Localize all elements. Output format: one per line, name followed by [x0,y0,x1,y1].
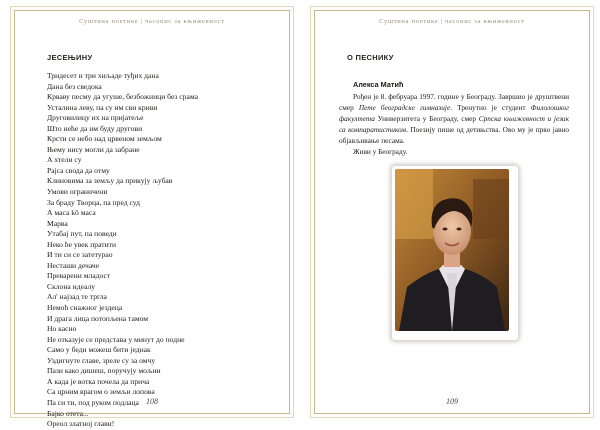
poem-line: Клиновима за земљу да прикују љубав [47,176,173,186]
poem-line: Уздигнуте главе, зреле су за омчу [47,355,156,365]
poem-line: Са црним врагом о земљи лопова [47,387,155,397]
author-bio [339,79,569,157]
poem-line: Друговилицу их на пријатеље [47,113,144,123]
poem-line: Дана без сведока [47,81,102,91]
poem-line: Умови ограничени [47,187,108,197]
poem-line: Утабај пут, па поведи [47,229,117,239]
poem-line: А када је вотка почела да прича [47,376,150,386]
author-name: Алекса Матић [353,80,404,89]
author-photo [392,166,518,340]
right-page [314,10,590,414]
poem-line: И драга лица потопљена тамом [47,313,149,323]
poem-line: Неко ће увек пратити [47,239,117,249]
poem-line: Усталина леву, па су им сви криви [47,102,158,112]
bio-paragraph: Рођен је 8. фебруара 1997. године у Београду. Завршио је друштвени смер Пете београдске гимназије. Тренутно је студент Филолошког факултета Универзитета у Београду, смер Српска књижевност и језик са компаратистиком. Поезију пише од детињства. Ово му је прво јавно објављивање песама. [339,92,569,145]
poem-line: Но касно [47,324,77,334]
poem-line: За браду Творца, па пред суд [47,197,140,207]
poem-line: Само у беди можеш бити једнак [47,345,151,355]
poem-body [47,71,279,430]
poem-line: Пази како дишеш, поручују мољни [47,366,161,376]
poem-line: Тридесет и три хиљаде туђих дана [47,71,159,80]
page-number: 109 [446,397,458,406]
poem-line: Ореол златној глави! [47,419,115,429]
poem-line: Њему нису могли да забране [47,144,140,154]
poem-line: Крсти се небо над црвеном земљом [47,134,162,144]
poem-line: Немоћ снажног јездеца [47,303,123,313]
poem-line: Рајса свода да отму [47,165,110,175]
poem-line: И ти си се затетурао [47,250,113,260]
poem-line: Склона идеалу [47,281,96,291]
poem-line: Несташи дечаче [47,260,100,270]
poem-line: Крваву песму да угуше, безбожници без срама [47,92,198,102]
poem-line: Марва [47,218,68,228]
left-page [14,10,290,429]
running-head: Суштина поетике | часопис за књижевност [379,18,525,25]
poem-line: Бајко отета... [47,408,89,418]
section-title: О ПЕСНИКУ [347,53,394,62]
poem-line: А маса kô маса [47,208,96,218]
poem-line: Што неће да им буду другови [47,123,143,133]
poem-line: Па си ти, под руком подлаца [47,397,139,407]
poem-line: Ал' најзад те тргла [47,292,107,302]
page-number: 108 [146,397,158,406]
running-head: Суштина поетике | часопис за књижевност [79,18,225,25]
poem-line: А хтели су [47,155,82,165]
poem-line: Не отказује се представа у минут до подне [47,334,185,344]
poem-title: ЈЕСЕЊИНУ [47,53,93,62]
bio-residence: Живи у Београду. [353,147,408,156]
poem-line: Преварени младост [47,271,111,281]
author-portrait [395,169,509,331]
